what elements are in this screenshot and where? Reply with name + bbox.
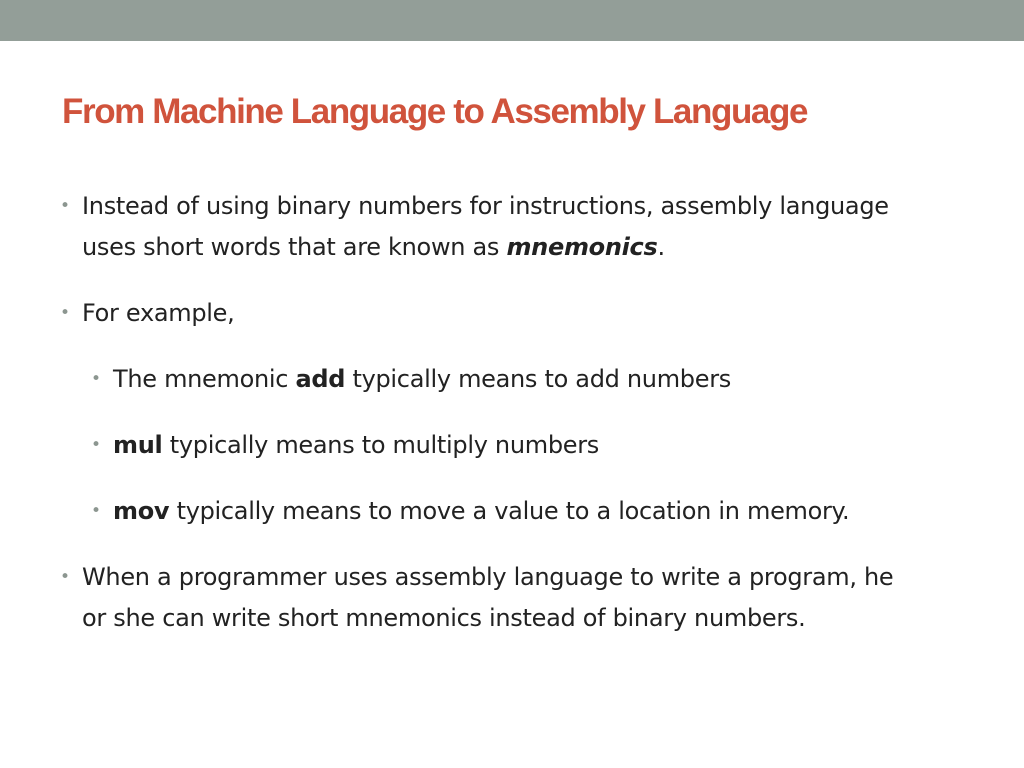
keyword-add: add [295, 365, 346, 393]
bullet-item-mnemonics [62, 186, 922, 268]
bullet-text-end: typically means to move a value to a location in memory. [169, 497, 850, 525]
bullet-text: Instead of using binary numbers for instructions, assembly language uses short words that are known as [82, 192, 889, 261]
bullet-text: For example, [82, 299, 235, 327]
emphasis-term: mnemonics [506, 233, 658, 261]
sub-bullet-item-mul [62, 425, 922, 466]
sub-bullet-item-mov [62, 491, 922, 532]
bullet-text-end: typically means to multiply numbers [162, 431, 599, 459]
bullet-item-for-example [62, 293, 922, 334]
sub-bullet-item-add [62, 359, 922, 400]
bullet-text: When a programmer uses assembly language to write a program, he or she can write short mnemonics instead of binary numbers. [82, 563, 894, 632]
bullet-icon: • [60, 303, 70, 323]
bullet-text-end: typically means to add numbers [345, 365, 731, 393]
top-bar [0, 0, 1024, 41]
bullet-text: The mnemonic [113, 365, 296, 393]
bullet-text-end: . [657, 233, 665, 261]
bullet-icon: • [60, 567, 70, 587]
bullet-list [62, 186, 922, 664]
keyword-mov: mov [113, 497, 170, 525]
bullet-icon: • [91, 369, 101, 389]
slide-title: From Machine Language to Assembly Language [62, 92, 808, 131]
bullet-icon: • [91, 501, 101, 521]
keyword-mul: mul [113, 431, 163, 459]
bullet-icon: • [60, 196, 70, 216]
bullet-icon: • [91, 435, 101, 455]
bullet-item-programmer [62, 557, 922, 639]
